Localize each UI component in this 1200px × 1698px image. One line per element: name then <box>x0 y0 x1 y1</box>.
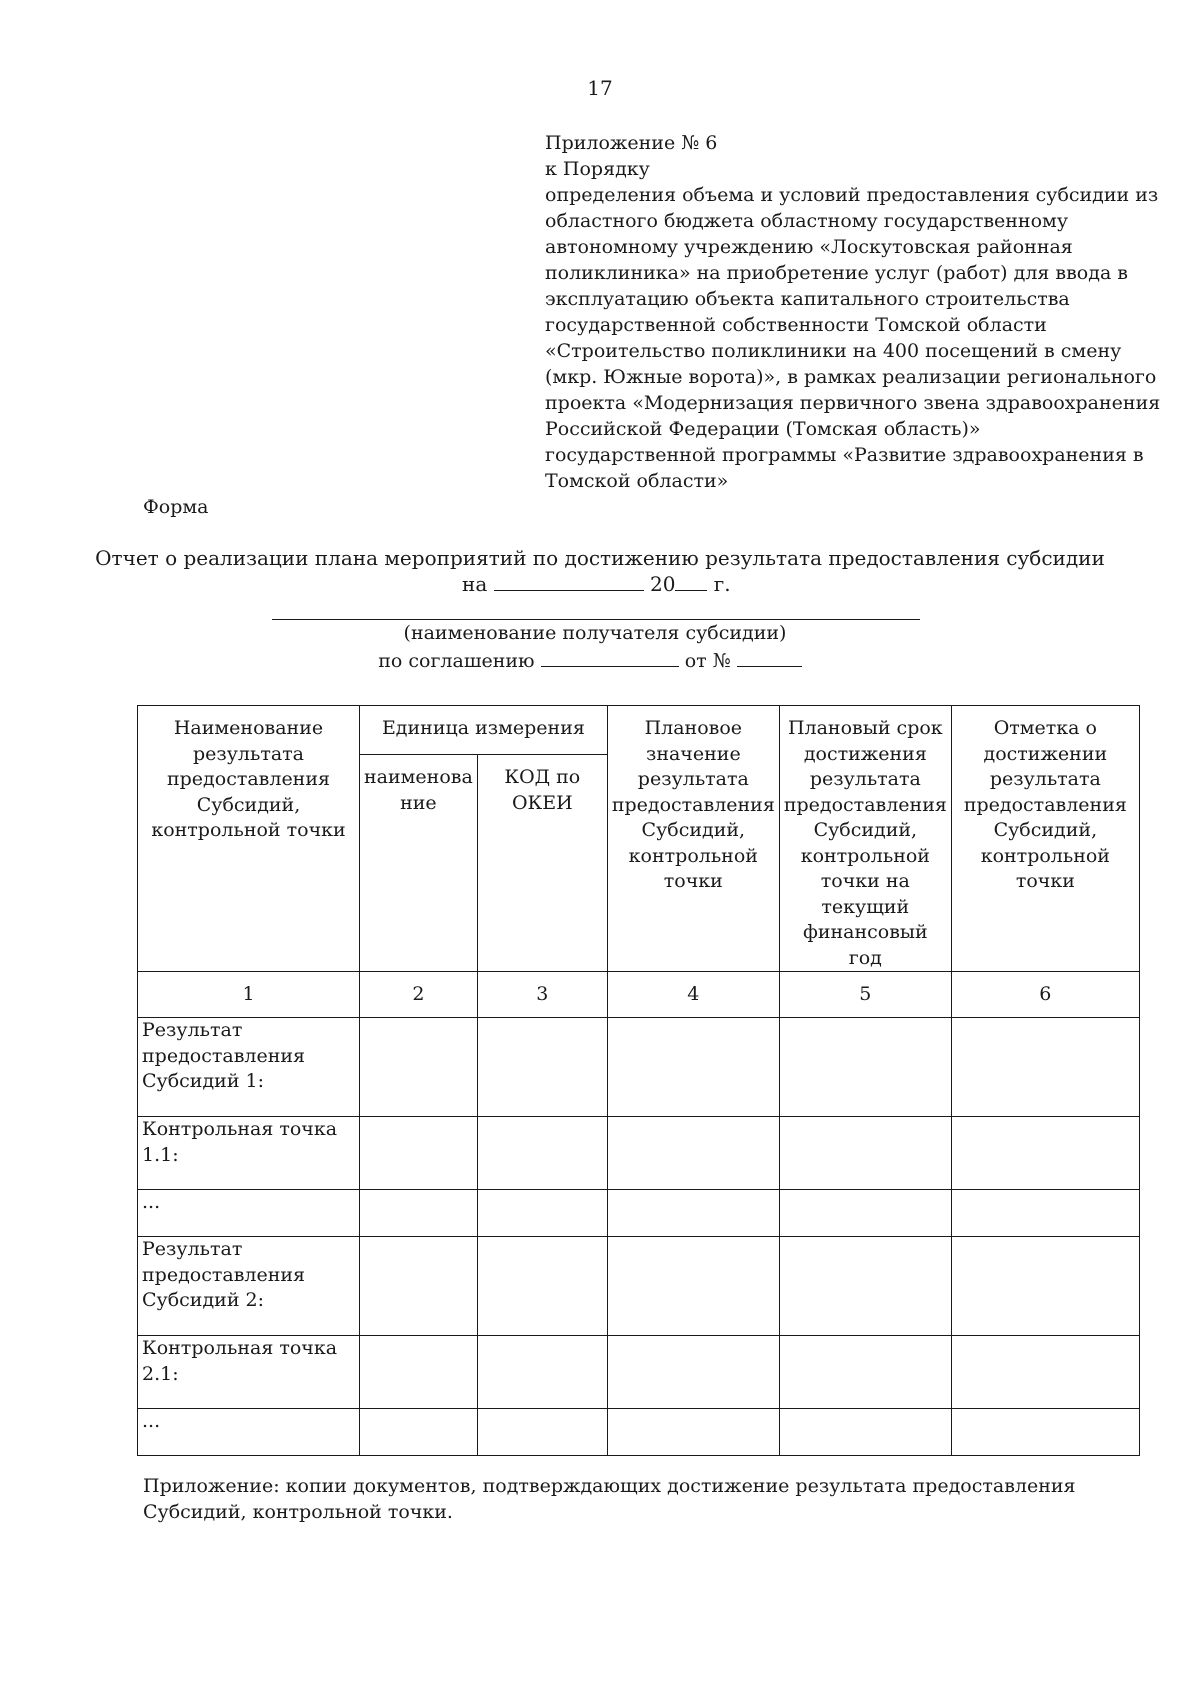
table-cell[interactable] <box>951 1018 1139 1117</box>
year-prefix: 20 <box>649 572 676 596</box>
report-table <box>137 705 1140 1456</box>
table-cell[interactable] <box>779 1336 951 1409</box>
table-row <box>138 1336 1140 1409</box>
column-number: 4 <box>607 972 779 1018</box>
table-cell[interactable] <box>951 1336 1139 1409</box>
table-cell[interactable] <box>360 1117 478 1190</box>
appendix-line: поликлиника» на приобретение услуг (работ) для ввода в <box>545 262 1129 284</box>
report-title-line1: Отчет о реализации плана мероприятий по достижению результата предоставления субсидии <box>95 546 1105 570</box>
table-cell[interactable] <box>360 1190 478 1237</box>
report-title <box>0 545 1200 597</box>
table-row <box>138 1409 1140 1456</box>
row-label: Контрольная точка 2.1: <box>138 1336 360 1409</box>
header-result-name: Наименование результата предоставления Субсидий, контрольной точки <box>138 706 360 972</box>
appendix-block <box>545 130 1161 494</box>
appendix-line: (мкр. Южные ворота)», в рамках реализации регионального <box>545 366 1157 388</box>
appendix-line: Российской Федерации (Томская область)» <box>545 418 981 440</box>
table-cell[interactable] <box>607 1190 779 1237</box>
table-cell[interactable] <box>607 1237 779 1336</box>
table-row <box>138 1237 1140 1336</box>
table-cell[interactable] <box>607 1018 779 1117</box>
table-cell[interactable] <box>607 1409 779 1456</box>
footnote: Приложение: копии документов, подтверждающих достижение результата предоставления Субсидий, контрольной точки. <box>143 1475 1076 1523</box>
appendix-line: государственной программы «Развитие здравоохранения в <box>545 444 1144 466</box>
year-blank[interactable] <box>675 572 707 591</box>
appendix-line: эксплуатацию объекта капитального строительства <box>545 288 1070 310</box>
table-cell[interactable] <box>779 1117 951 1190</box>
table-cell[interactable] <box>477 1018 607 1117</box>
header-okei-code: КОД по ОКЕИ <box>477 755 607 972</box>
date-blank[interactable] <box>494 572 644 591</box>
header-achievement-mark: Отметка о достижении результата предоставления Субсидий, контрольной точки <box>951 706 1139 972</box>
column-number: 2 <box>360 972 478 1018</box>
agreement-number-label: от № <box>684 650 731 672</box>
agreement-date-blank[interactable] <box>541 648 679 667</box>
table-cell[interactable] <box>477 1336 607 1409</box>
column-number: 5 <box>779 972 951 1018</box>
column-number: 6 <box>951 972 1139 1018</box>
column-number: 3 <box>477 972 607 1018</box>
table-cell[interactable] <box>360 1336 478 1409</box>
agreement-prefix: по соглашению <box>378 650 535 672</box>
table-cell[interactable] <box>477 1190 607 1237</box>
row-label: ... <box>138 1190 360 1237</box>
header-planned-value: Плановое значение результата предоставления Субсидий, контрольной точки <box>607 706 779 972</box>
row-label: Контрольная точка 1.1: <box>138 1117 360 1190</box>
page-number: 17 <box>587 76 613 100</box>
table-cell[interactable] <box>951 1409 1139 1456</box>
header-unit-group: Единица измерения <box>360 706 608 755</box>
table-cell[interactable] <box>477 1117 607 1190</box>
table-cell[interactable] <box>607 1117 779 1190</box>
appendix-line: автономному учреждению «Лоскутовская районная <box>545 236 1073 258</box>
table-cell[interactable] <box>951 1190 1139 1237</box>
table-row <box>138 1190 1140 1237</box>
table-cell[interactable] <box>607 1336 779 1409</box>
column-number-row <box>138 972 1140 1018</box>
appendix-line: определения объема и условий предоставления субсидии из <box>545 184 1159 206</box>
table-row <box>138 1018 1140 1117</box>
report-date-line <box>0 571 1200 597</box>
appendix-line: к Порядку <box>545 158 650 180</box>
table-row <box>138 1117 1140 1190</box>
form-label: Форма <box>143 496 209 518</box>
row-label: ... <box>138 1409 360 1456</box>
table-cell[interactable] <box>779 1237 951 1336</box>
table-cell[interactable] <box>360 1409 478 1456</box>
appendix-line: государственной собственности Томской области <box>545 314 1047 336</box>
table-cell[interactable] <box>360 1018 478 1117</box>
table-cell[interactable] <box>779 1409 951 1456</box>
year-suffix: г. <box>713 572 731 596</box>
row-label: Результат предоставления Субсидий 2: <box>138 1237 360 1336</box>
appendix-line: Приложение № 6 <box>545 132 718 154</box>
column-number: 1 <box>138 972 360 1018</box>
table-cell[interactable] <box>951 1117 1139 1190</box>
table-cell[interactable] <box>779 1190 951 1237</box>
header-planned-date: Плановый срок достижения результата предоставления Субсидий, контрольной точки на текущий финансовый год <box>779 706 951 972</box>
appendix-line: проекта «Модернизация первичного звена здравоохранения <box>545 392 1161 414</box>
table-cell[interactable] <box>477 1409 607 1456</box>
table-cell[interactable] <box>477 1237 607 1336</box>
appendix-line: «Строительство поликлиники на 400 посещений в смену <box>545 340 1122 362</box>
row-label: Результат предоставления Субсидий 1: <box>138 1018 360 1117</box>
table-cell[interactable] <box>779 1018 951 1117</box>
agreement-line <box>0 648 1180 672</box>
table-cell[interactable] <box>360 1237 478 1336</box>
appendix-line: Томской области» <box>545 470 729 492</box>
table-cell[interactable] <box>951 1237 1139 1336</box>
recipient-caption: (наименование получателя субсидии) <box>403 622 787 644</box>
appendix-line: областного бюджета областному государственному <box>545 210 1068 232</box>
header-unit-name: наименова ние <box>360 755 478 972</box>
agreement-number-blank[interactable] <box>737 648 802 667</box>
date-prefix: на <box>462 572 488 596</box>
